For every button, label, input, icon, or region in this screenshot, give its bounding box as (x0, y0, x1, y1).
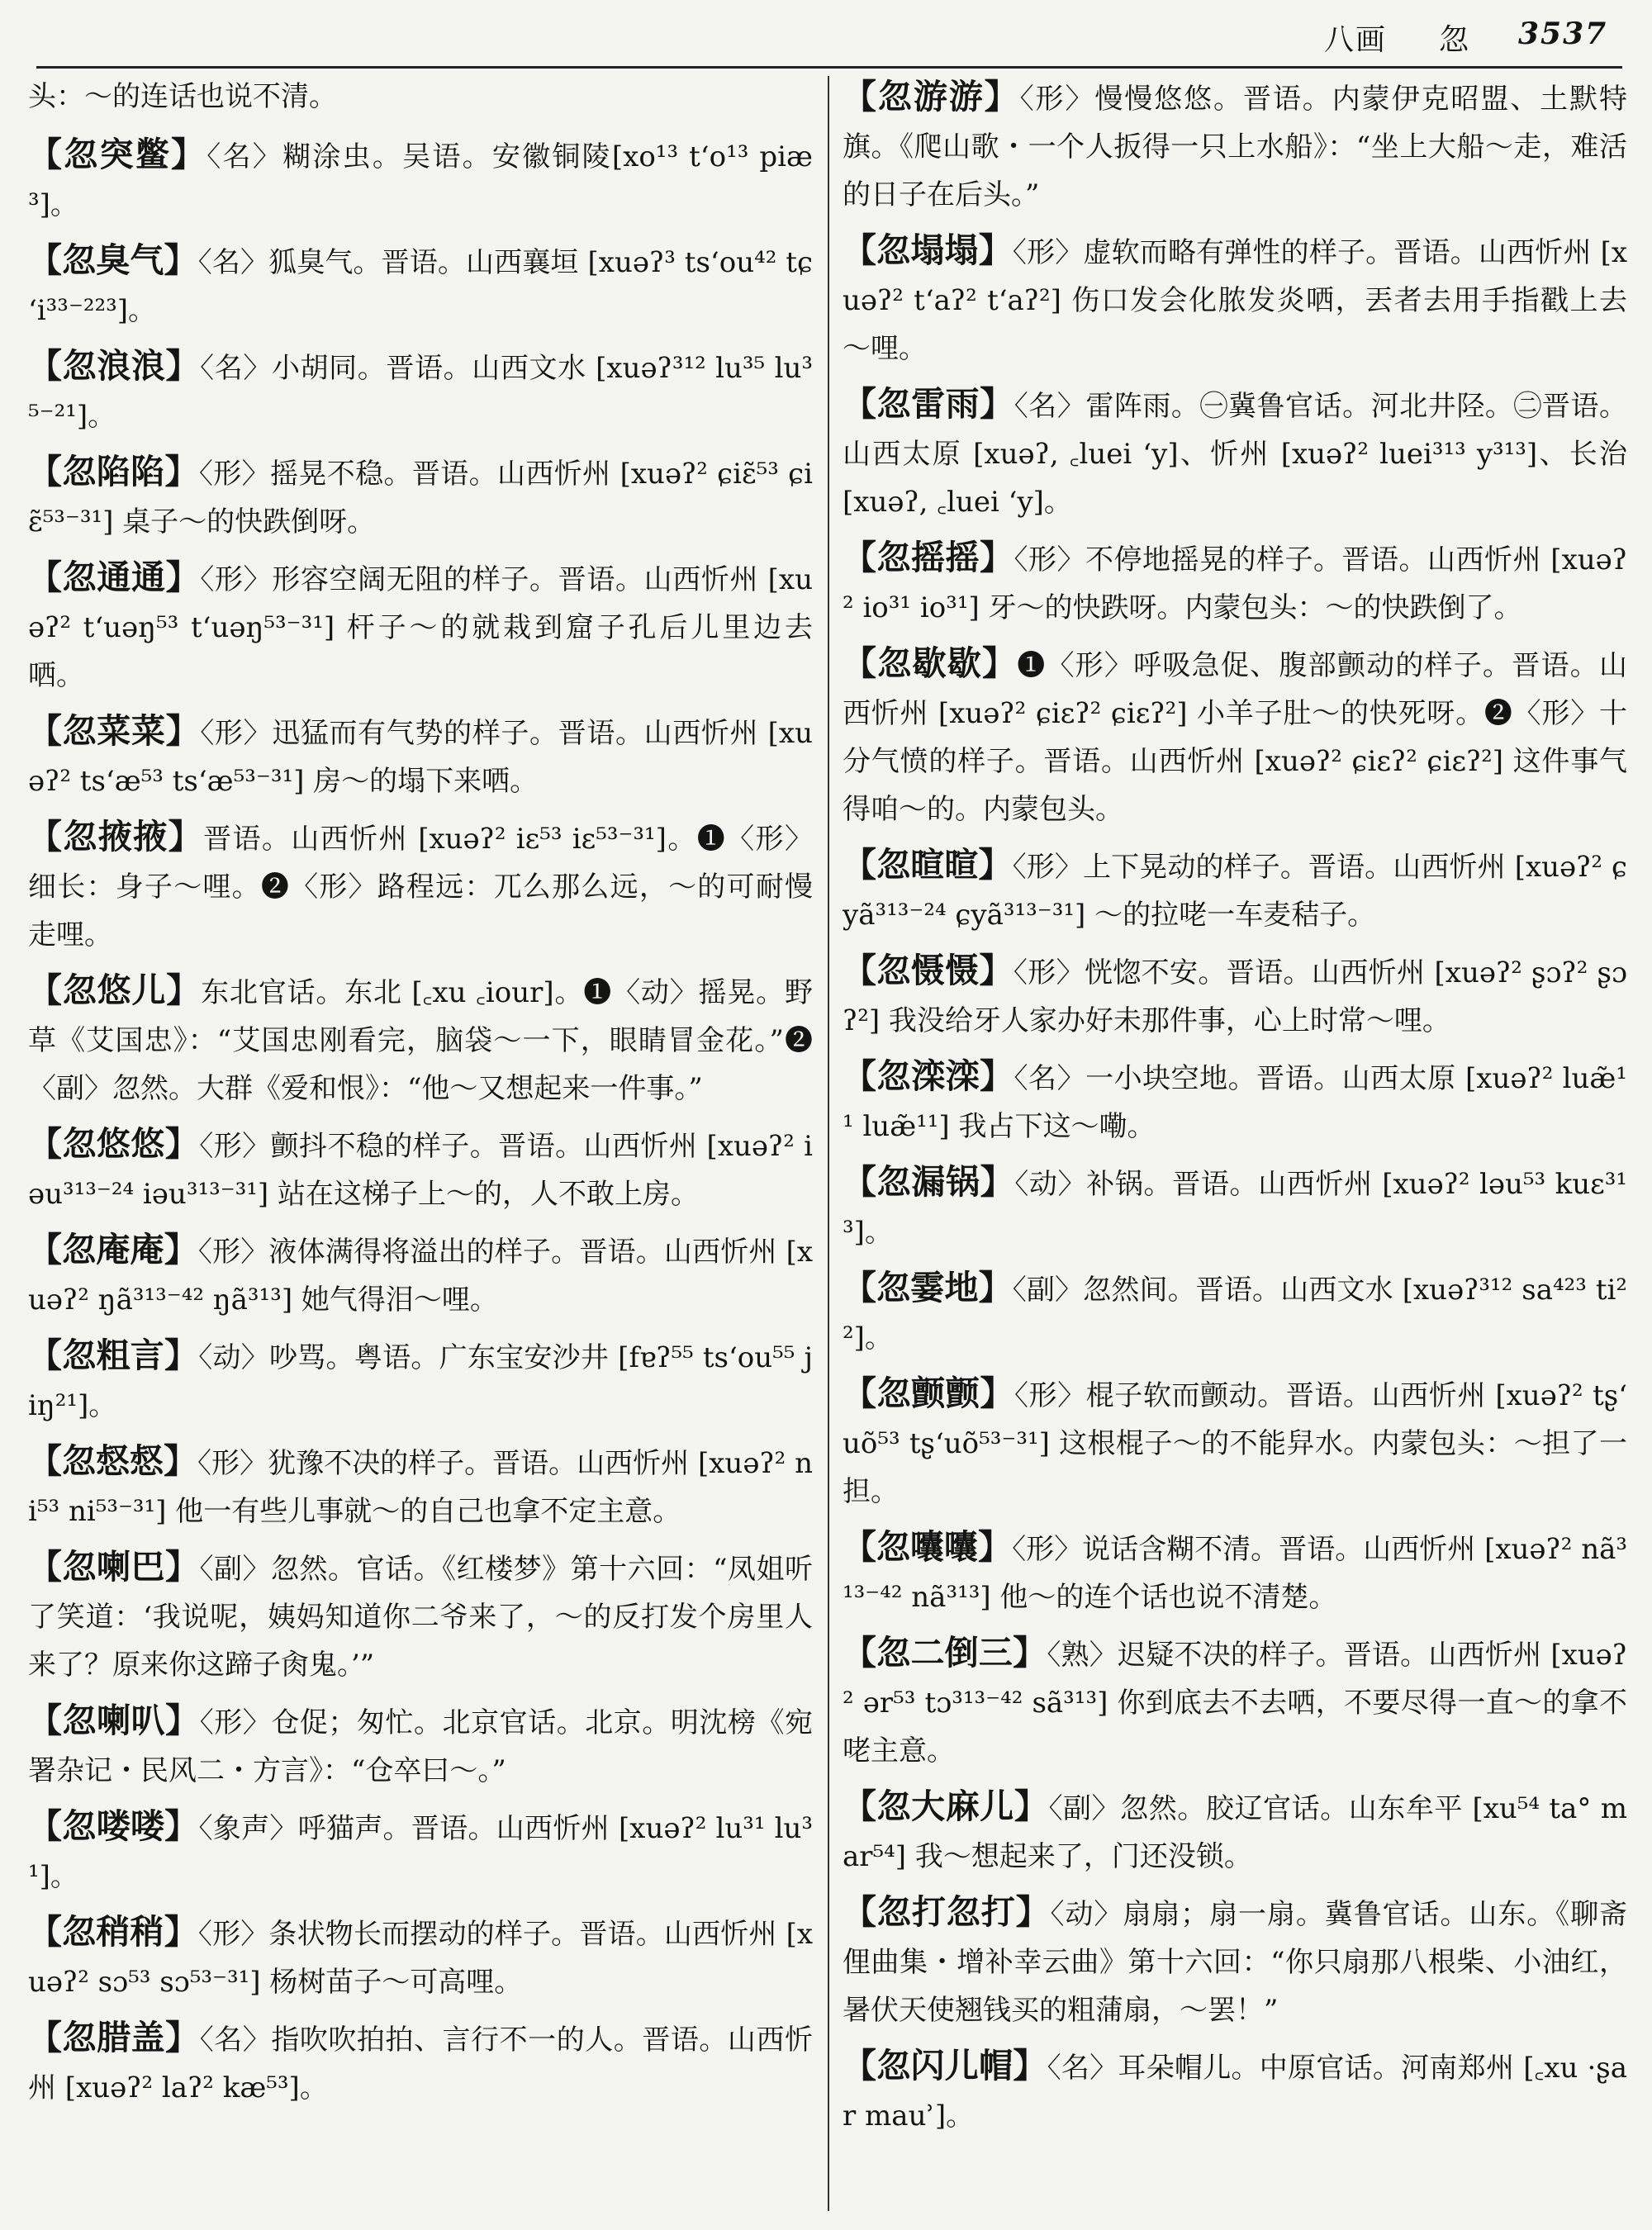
dictionary-entry (843, 639, 1627, 833)
entry-definition: 〈形〉说话含糊不清。晋语。山西忻州 [xuəʔ² nã³¹³⁻⁴² nã³¹³] 他～的连个话也说不清楚。 (843, 1533, 1628, 1614)
entry-headword: 【忽突鳖】 (28, 135, 207, 174)
entry-headword: 【忽惄惄】 (28, 1441, 198, 1481)
dictionary-entry (843, 1523, 1627, 1621)
dictionary-entry (28, 130, 813, 229)
entry-definition: 〈名〉狐臭气。晋语。山西襄垣 [xuəʔ³ tsʻou⁴² tɕʻi³³⁻²²³]。 (28, 246, 813, 327)
section-label: 八画 (1324, 23, 1388, 57)
entry-headword: 【忽喽喽】 (28, 1806, 199, 1846)
entry-headword: 【忽歇歇】 (843, 643, 1018, 683)
dictionary-entry (843, 1629, 1627, 1775)
entry-headword: 【忽稍稍】 (28, 1912, 198, 1952)
entry-definition: 〈形〉迅猛而有气势的样子。晋语。山西忻州 [xuəʔ² tsʻæ⁵³ tsʻæ⁵³⁻³¹] 房～的塌下来哂。 (28, 717, 813, 798)
page-number: 3537 (1518, 17, 1608, 51)
entry-definition: 〈形〉犹豫不决的样子。晋语。山西忻州 [xuəʔ² ni⁵³ ni⁵³⁻³¹] 他一有些儿事就～的自己也拿不定主意。 (28, 1447, 814, 1528)
entry-definition: 〈形〉条状物长而摆动的样子。晋语。山西忻州 [xuəʔ² sɔ⁵³ sɔ⁵³⁻³¹] 杨树苗子～可高哩。 (28, 1918, 814, 1999)
dictionary-entry (843, 947, 1627, 1045)
entry-headword: 【忽暄暄】 (843, 845, 1013, 885)
entry-definition: 〈名〉小胡同。晋语。山西文水 [xuəʔ³¹² lu³⁵ lu³⁵⁻²¹]。 (28, 352, 814, 433)
entry-definition: 〈形〉棍子软而颤动。晋语。山西忻州 [xuəʔ² tʂʻuõ⁵³ tʂʻuõ⁵³⁻³¹] 这根棍子～的不能舁水。内蒙包头：～担了一担。 (843, 1379, 1627, 1508)
entry-definition: 〈形〉上下晃动的样子。晋语。山西忻州 [xuəʔ² ɕyã³¹³⁻²⁴ ɕyã³¹³⁻³¹] ～的拉咾一车麦秸子。 (843, 851, 1627, 932)
entry-definition: 〈形〉颤抖不稳的样子。晋语。山西忻州 [xuəʔ² iəu³¹³⁻²⁴ iəu³¹³⁻³¹] 站在这梯子上～的，人不敢上房。 (28, 1130, 814, 1211)
entry-headword: 【忽雷雨】 (843, 384, 1014, 424)
dictionary-entry (843, 841, 1627, 939)
dictionary-entry (843, 1158, 1627, 1256)
column-divider (828, 76, 829, 2211)
entry-definition: 〈形〉液体满得将溢出的样子。晋语。山西忻州 [xuəʔ² ŋã³¹³⁻⁴² ŋã³¹³] 她气得泪～哩。 (28, 1236, 814, 1317)
entry-headword: 【忽悠儿】 (28, 970, 202, 1010)
entry-headword: 【忽陷陷】 (28, 452, 199, 491)
dictionary-entry (28, 1908, 813, 2006)
dictionary-entry (843, 226, 1627, 372)
dictionary-entry (843, 2042, 1627, 2140)
entry-headword: 【忽二倒三】 (843, 1633, 1047, 1672)
entry-definition: 〈名〉耳朵帽儿。中原官话。河南郑州 [꜀xu ·ʂar mauʾ]。 (843, 2052, 1627, 2133)
dictionary-entry (28, 1802, 813, 1900)
entry-definition: 〈形〉虚软而略有弹性的样子。晋语。山西忻州 [xuəʔ² tʻaʔ² tʻaʔ²] 伤口发会化脓发炎哂，丟者去用手指戳上去～哩。 (843, 236, 1628, 365)
entry-definition: 〈形〉摇晃不稳。晋语。山西忻州 [xuəʔ² ɕiɛ̃⁵³ ɕiɛ̃⁵³⁻³¹] 桌子～的快跌倒呀。 (28, 458, 813, 539)
entry-headword: 【忽慑慑】 (843, 951, 1014, 990)
dictionary-entry (843, 534, 1627, 632)
entry-headword: 【忽滦滦】 (843, 1056, 1014, 1096)
entry-definition: 〈熟〉迟疑不决的样子。晋语。山西忻州 [xuəʔ² ər⁵³ tɔ³¹³⁻⁴² sã³¹³] 你到底去不去哂，不要尽得一直～的拿不咾主意。 (843, 1639, 1628, 1767)
entry-headword: 【忽闪儿帽】 (843, 2046, 1047, 2085)
entry-headword: 【忽塌塌】 (843, 230, 1013, 270)
dictionary-entry (28, 236, 813, 334)
entry-definition: 〈象声〉呼猫声。晋语。山西忻州 [xuəʔ² lu³¹ lu³¹]。 (28, 1812, 813, 1893)
entry-headword: 【忽庵庵】 (28, 1230, 198, 1269)
entry-headword: 【忽腊盖】 (28, 2018, 200, 2057)
dictionary-entry (28, 1331, 813, 1430)
entry-definition: ❶〈形〉呼吸急促、腹部颤动的样子。晋语。山西忻州 [xuəʔ² ɕiɛʔ² ɕiɛʔ²] 小羊子肚～的快死呀。❷〈形〉十分气愤的样子。晋语。山西忻州 [xuəʔ² ɕiɛʔ² ɕiɛʔ²] 这件事气得咱～的。内蒙包头。 (843, 649, 1628, 826)
entry-headword: 【忽掖掖】 (28, 817, 204, 856)
left-column (28, 73, 813, 2119)
entry-headword: 【忽臭气】 (28, 240, 198, 280)
dictionary-entry (28, 342, 813, 440)
entry-definition: 〈名〉糊涂虫。吴语。安徽铜陵[xo¹³ tʻo¹³ piæ³]。 (28, 140, 813, 221)
dictionary-entry (28, 1226, 813, 1324)
dictionary-entry (843, 1782, 1627, 1881)
entry-definition: 〈副〉忽然。官话。《红楼梦》第十六回：“凤姐听了笑道：‘我说呢，姨妈知道你二爷来了，～的反打发个房里人来了？原来你这蹄子肏鬼。’” (28, 1553, 814, 1682)
entry-definition: 〈形〉形容空阔无阻的样子。晋语。山西忻州 [xuəʔ² tʻuəŋ⁵³ tʻuəŋ⁵³⁻³¹] 杆子～的就栽到窟子孔后儿里边去哂。 (28, 563, 813, 692)
entry-definition: 〈名〉指吹吹拍拍、言行不一的人。晋语。山西忻州 [xuəʔ² laʔ² kæ⁵³]。 (28, 2024, 814, 2104)
entry-headword: 【忽通通】 (28, 558, 201, 597)
entry-headword: 【忽悠悠】 (28, 1124, 200, 1164)
entry-headword: 【忽颤颤】 (843, 1374, 1014, 1413)
entry-definition: 东北官话。东北 [꜀xu ꜀iour]。❶〈动〉摇晃。野草《艾国忠》：“艾国忠刚看完，脑袋～一下，眼睛冒金花。”❷〈副〉忽然。大群《爱和恨》：“他～又想起来一件事。” (28, 976, 813, 1105)
entry-headword: 【忽游游】 (843, 77, 1020, 116)
entry-headword: 【忽菜菜】 (28, 711, 201, 751)
header-rule (36, 66, 1622, 69)
entry-definition: 〈动〉补锅。晋语。山西忻州 [xuəʔ² ləu⁵³ kuɛ³¹³]。 (843, 1168, 1628, 1249)
entry-definition: 〈动〉吵骂。粤语。广东宝安沙井 [fɐʔ⁵⁵ tsʻou⁵⁵ jiŋ²¹]。 (28, 1341, 813, 1422)
dictionary-entry (28, 2014, 813, 2112)
dictionary-entry (28, 1120, 813, 1218)
entry-headword: 【忽喇巴】 (28, 1547, 200, 1587)
dictionary-entry (28, 966, 813, 1113)
entry-headword: 【忽喇叭】 (28, 1701, 200, 1740)
entry-definition: 〈动〉扇扇；扇一扇。冀鲁官话。山东。《聊斋俚曲集・增补幸云曲》第十六回：“你只扇那八根柴、小油红，暑伏天使翘钱买的粗蒲扇，～罢！” (843, 1898, 1628, 2027)
entry-definition: 〈形〉不停地摇晃的样子。晋语。山西忻州 [xuəʔ² io³¹ io³¹] 牙～的快跌呀。内蒙包头：～的快跌倒了。 (843, 543, 1627, 624)
continued-text: 头：～的连话也说不清。 (28, 80, 337, 113)
entry-definition: 〈形〉慢慢悠悠。晋语。内蒙伊克昭盟、土默特旗。《爬山歌・一个人扳得一只上水船》：“坐上大船～走，难活的日子在后头。” (843, 83, 1628, 211)
entry-definition: 〈形〉恍惚不安。晋语。山西忻州 [xuəʔ² ʂɔʔ² ʂɔʔ²] 我没给牙人家办好未那件事，心上时常～哩。 (843, 956, 1628, 1037)
dictionary-entry (28, 1696, 813, 1795)
dictionary-entry (28, 1543, 813, 1689)
page-header (0, 0, 1652, 69)
dictionary-entry (843, 73, 1627, 219)
entry-definition: 〈副〉忽然间。晋语。山西文水 [xuəʔ³¹² sa⁴²³ ti²²]。 (843, 1274, 1627, 1355)
dictionary-entry (843, 1264, 1627, 1362)
entry-definition: 晋语。山西忻州 [xuəʔ² iɛ⁵³ iɛ⁵³⁻³¹]。❶〈形〉细长：身子～哩。❷〈形〉路程远：兀么那么远，～的可耐慢走哩。 (28, 823, 813, 951)
dictionary-entry (28, 707, 813, 805)
entry-headword: 【忽打忽打】 (843, 1892, 1051, 1932)
entry-definition: 〈名〉一小块空地。晋语。山西太原 [xuəʔ² luæ̃¹¹ luæ̃¹¹] 我占下这～嘞。 (843, 1062, 1627, 1143)
dictionary-entry (28, 1437, 813, 1535)
dictionary-entry (843, 1888, 1627, 2034)
dictionary-entry (28, 813, 813, 959)
entry-definition: 〈副〉忽然。胶辽官话。山东牟平 [xu⁵⁴ ta° mar⁵⁴] 我～想起来了，门还没锁。 (843, 1792, 1627, 1873)
entry-headword: 【忽粗言】 (28, 1336, 199, 1375)
dictionary-entry (28, 553, 813, 700)
entry-headword: 【忽囔囔】 (843, 1527, 1013, 1567)
entry-headword: 【忽浪浪】 (28, 346, 201, 386)
right-column (843, 73, 1627, 2147)
dictionary-entry (28, 448, 813, 546)
entry-definition: 〈形〉仓促；匆忙。北京官话。北京。明沈榜《宛署杂记・民风二・方言》：“仓卒曰～。” (28, 1706, 814, 1787)
entry-definition: 〈名〉雷阵雨。㊀冀鲁官话。河北井陉。㊁晋语。山西太原 [xuəʔ, ꜀luei ʻy]、忻州 [xuəʔ² luei³¹³ y³¹³]、长治 [xuəʔ, ꜀luei ʻy]。 (843, 390, 1628, 519)
dictionary-entry (843, 1052, 1627, 1151)
entry-headword: 【忽摇摇】 (843, 538, 1014, 577)
dictionary-entry (843, 1369, 1627, 1516)
entry-headword: 【忽霎地】 (843, 1268, 1013, 1307)
index-character: 忽 (1439, 23, 1471, 57)
entry-headword: 【忽大麻儿】 (843, 1786, 1049, 1826)
dictionary-entry (843, 380, 1627, 526)
entry-headword: 【忽漏锅】 (843, 1162, 1015, 1202)
